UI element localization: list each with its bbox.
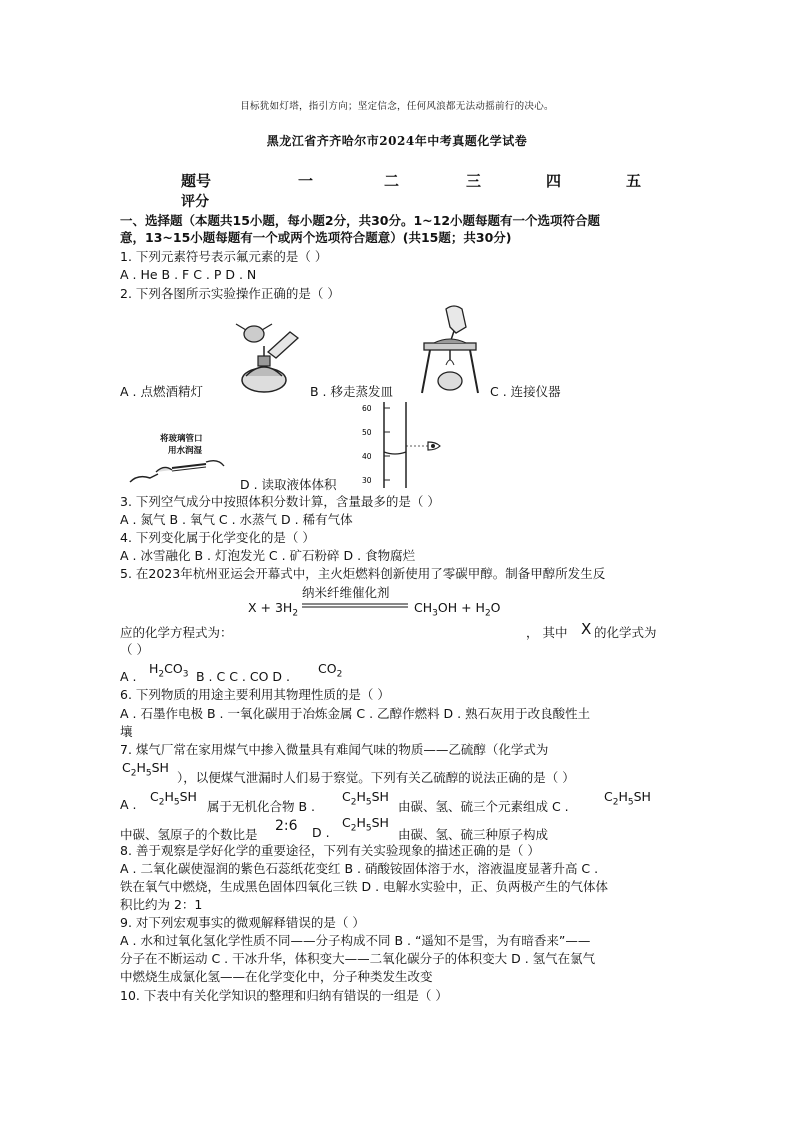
score-table-header (0, 170, 794, 190)
q3-options: A . 氮气 B . 氧气 C . 水蒸气 D . 稀有气体 (120, 512, 353, 527)
score-col-1: 一 (298, 172, 314, 190)
q2-option-d: D . 读取液体体积 (240, 477, 337, 492)
q7-option-a-label: A . (120, 797, 137, 812)
figure-d-tick-40: 40 (362, 452, 372, 461)
q5-equation-right: $CH_3OH + H_2O$ (414, 600, 501, 619)
score-row-label: 评分 (181, 194, 209, 210)
q5-stem-line2c: 的化学式为 (594, 625, 657, 640)
figure-d-tick-30: 30 (362, 476, 372, 485)
q9-stem: 9. 对下列宏观事实的微观解释错误的是（ ） (120, 915, 365, 930)
q8-options-line2: 铁在氧气中燃烧，生成黑色固体四氧化三铁 D . 电解水实验中，正、负两极产生的气体体 (120, 879, 609, 894)
q5-catalyst: 纳米纤维催化剂 (302, 585, 390, 600)
q7-option-b-formula: $C_2H_5SH$ (342, 789, 389, 808)
q7-formula: $C_2H_5SH$ (122, 760, 169, 779)
q8-options-line3: 积比约为 2：1 (120, 897, 203, 912)
q4-stem: 4. 下列变化属于化学变化的是（ ） (120, 530, 315, 545)
q5-equation-arrow (300, 600, 410, 612)
q5-stem-line1: 5. 在2023年杭州亚运会开幕式中，主火炬燃料创新使用了零碳甲醇。制备甲醇所发生反 (120, 566, 606, 581)
q7-stem-line1: 7. 煤气厂常在家用煤气中掺入微量具有难闻气味的物质——乙硫醇（化学式为 (120, 742, 549, 757)
q7-option-d-label: D . (312, 825, 330, 840)
score-col-3: 三 (466, 172, 482, 190)
q7-stem-line2: ），以便煤气泄漏时人们易于察觉。下列有关乙硫醇的说法正确的是（ ） (177, 770, 575, 785)
score-col-5: 五 (626, 172, 642, 190)
q5-x-symbol: X (581, 620, 592, 638)
exam-title: 黑龙江省齐齐哈尔市2024年中考真题化学试卷 (266, 134, 528, 148)
figure-c-label-1: 将玻璃管口 (160, 434, 203, 444)
q7-option-d-text: 由碳、氢、硫三种原子构成 (398, 827, 549, 842)
q7-ratio: 2:6 (275, 818, 298, 834)
section-heading-line1: 一、选择题（本题共15小题，每小题2分，共30分。1~12小题每题有一个选项符合题 (120, 213, 601, 228)
q6-stem: 6. 下列物质的用途主要利用其物理性质的是（ ） (120, 687, 390, 702)
q5-option-a-formula: $H_2CO_3$ (149, 661, 189, 680)
q6-options-line1: A . 石墨作电极 B . 一氧化碳用于冶炼金属 C . 乙醇作燃料 D . 熟石灰用于改良酸性土 (120, 706, 591, 721)
figure-b-evaporating-dish (410, 303, 490, 398)
score-col-label: 题号 (181, 172, 212, 190)
q6-options-line2: 壤 (120, 724, 133, 739)
figure-c-label-2: 用水润湿 (168, 446, 203, 456)
q7-option-d-formula: $C_2H_5SH$ (342, 815, 389, 834)
q5-option-d-formula: $CO_2$ (318, 661, 343, 680)
q4-options: A . 冰雪融化 B . 灯泡发光 C . 矿石粉碎 D . 食物腐烂 (120, 548, 416, 563)
q2-stem: 2. 下列各图所示实验操作正确的是（ ） (120, 286, 340, 301)
motto-line: 目标犹如灯塔，指引方向；坚定信念，任何风浪都无法动摇前行的决心。 (240, 101, 554, 112)
q8-stem: 8. 善于观察是学好化学的重要途径，下列有关实验现象的描述正确的是（ ） (120, 843, 540, 858)
q2-option-a: A . 点燃酒精灯 (120, 384, 203, 399)
q7-option-c-text: 中碳、氢原子的个数比是 (120, 827, 258, 842)
score-col-4: 四 (546, 172, 562, 190)
q8-options-line1: A . 二氧化碳使湿润的紫色石蕊纸花变红 B . 硝酸铵固体溶于水，溶液温度显著升高 C . (120, 861, 599, 876)
q5-equation-left: $X + 3H_2$ (248, 600, 299, 619)
figure-d-tick-60: 60 (362, 404, 372, 413)
q10-stem: 10. 下表中有关化学知识的整理和归纳有错误的一组是（ ） (120, 988, 448, 1003)
figure-c-glass-tube (128, 452, 228, 488)
q3-stem: 3. 下列空气成分中按照体积分数计算，含量最多的是（ ） (120, 494, 440, 509)
figure-d-tick-50: 50 (362, 428, 372, 437)
score-col-2: 二 (384, 172, 400, 190)
q5-stem-line2b: ， 其中 (526, 625, 568, 640)
section-heading-line2: 意，13~15小题每题有一个或两个选项符合题意）(共15题；共30分) (120, 230, 512, 245)
q5-options-bcd: B . C C . CO D . (196, 669, 290, 684)
q2-option-b: B . 移走蒸发皿 (310, 384, 393, 399)
q7-option-a-formula: $C_2H_5SH$ (150, 789, 197, 808)
q1-stem: 1. 下列元素符号表示氟元素的是（ ） (120, 249, 328, 264)
q1-options: A . He B . F C . P D . N (120, 267, 257, 282)
q5-stem-line2: 应的化学方程式为： (120, 625, 233, 640)
q7-option-b-text: 由碳、氢、硫三个元素组成 C . (398, 799, 569, 814)
q2-option-c: C . 连接仪器 (490, 384, 561, 399)
q5-option-a: A . (120, 669, 137, 684)
q7-option-c-formula: $C_2H_5SH$ (604, 789, 651, 808)
q9-options-line2: 分子在不断运动 C . 干冰升华，体积变大——二氧化碳分子的体积变大 D . 氢气在氯气 (120, 951, 596, 966)
q5-blank: （ ） (120, 642, 149, 657)
q9-options-line3: 中燃烧生成氯化氢——在化学变化中，分子种类发生改变 (120, 969, 433, 984)
figure-a-alcohol-lamp (224, 318, 304, 398)
q7-option-a-text: 属于无机化合物 B . (207, 799, 315, 814)
q9-options-line1: A . 水和过氧化氢化学性质不同——分子构成不同 B . “遥知不是雪，为有暗香来”—— (120, 933, 591, 948)
figure-d-graduated-cylinder (356, 400, 446, 490)
